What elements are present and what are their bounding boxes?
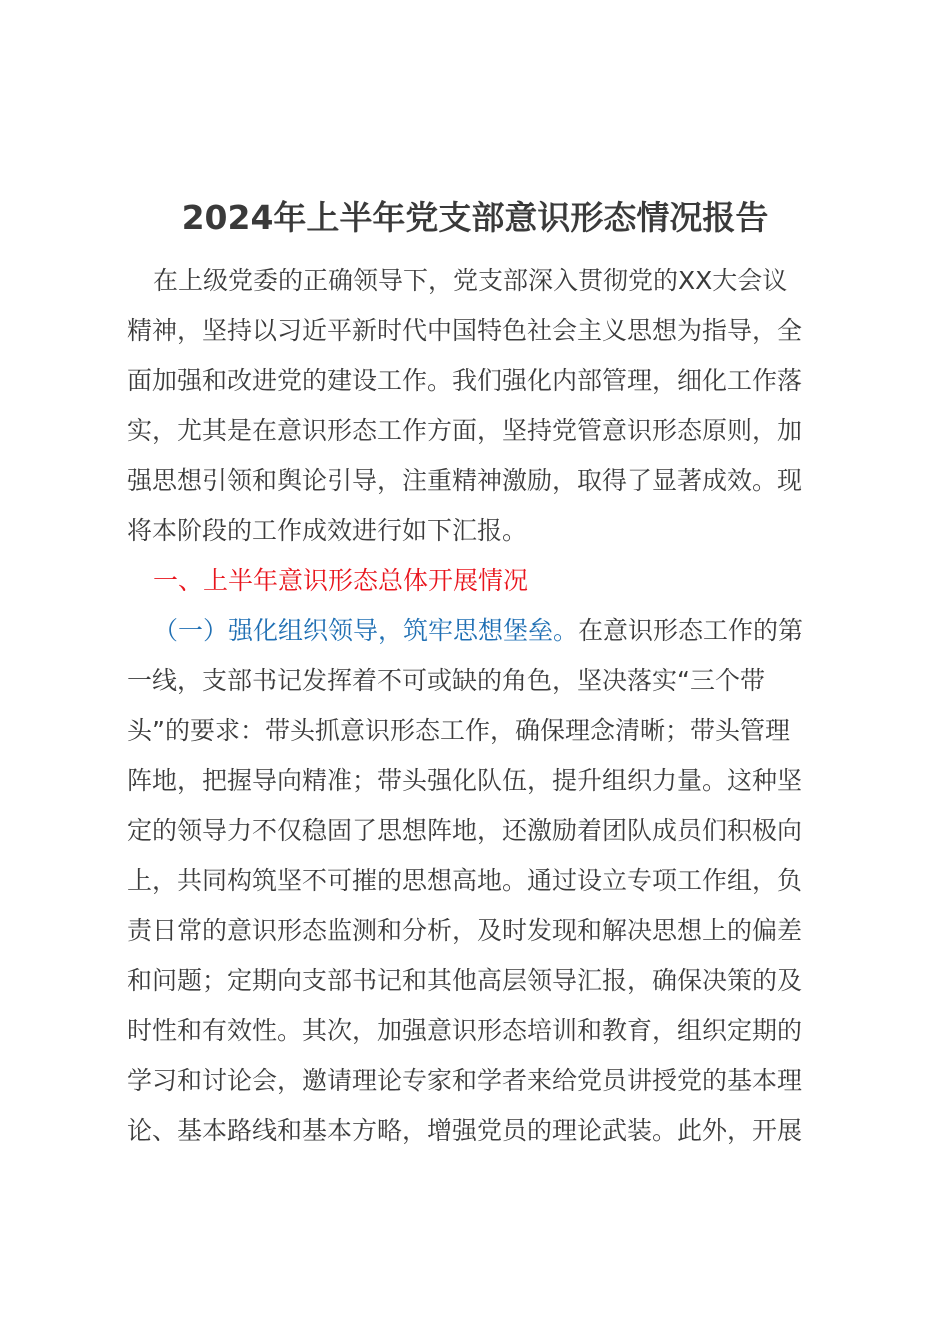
paragraph-line: 面加强和改进党的建设工作。我们强化内部管理，细化工作落 [127, 366, 803, 395]
paragraph-line: 定的领导力不仅稳固了思想阵地，还激励着团队成员们积极向 [127, 816, 803, 845]
paragraph-line: 头”的要求：带头抓意识形态工作，确保理念清晰；带头管理 [127, 716, 790, 745]
paragraph-line: 论、基本路线和基本方略，增强党员的理论武装。此外，开展 [127, 1116, 803, 1145]
paragraph-line: 实，尤其是在意识形态工作方面，坚持党管意识形态原则，加 [127, 416, 803, 445]
paragraph-line: 上，共同构筑坚不可摧的思想高地。通过设立专项工作组，负 [127, 866, 803, 895]
paragraph-line: 阵地，把握导向精准；带头强化队伍，提升组织力量。这种坚 [127, 766, 803, 795]
paragraph-line: 强思想引领和舆论引导，注重精神激励，取得了显著成效。现 [127, 466, 803, 495]
paragraph-line: 学习和讨论会，邀请理论专家和学者来给党员讲授党的基本理 [127, 1066, 803, 1095]
paragraph-line: 在上级党委的正确领导下，党支部深入贯彻党的XX大会议 [153, 266, 788, 295]
subsection-text: 在意识形态工作的第 [578, 616, 804, 645]
paragraph-line: 时性和有效性。其次，加强意识形态培训和教育，组织定期的 [127, 1016, 803, 1045]
paragraph-line: 和问题；定期向支部书记和其他高层领导汇报，确保决策的及 [127, 966, 803, 995]
subsection-line [153, 614, 803, 648]
paragraph-line: 精神，坚持以习近平新时代中国特色社会主义思想为指导，全 [127, 316, 803, 345]
paragraph-line: 将本阶段的工作成效进行如下汇报。 [127, 516, 528, 545]
document-title: 2024年上半年党支部意识形态情况报告 [181, 198, 769, 237]
section-heading: 一、上半年意识形态总体开展情况 [153, 566, 529, 595]
paragraph-line: 一线，支部书记发挥着不可或缺的角色，坚决落实“三个带 [127, 666, 765, 695]
subsection-heading: （一）强化组织领导，筑牢思想堡垒。 [153, 616, 579, 645]
paragraph-line: 责日常的意识形态监测和分析，及时发现和解决思想上的偏差 [127, 916, 803, 945]
